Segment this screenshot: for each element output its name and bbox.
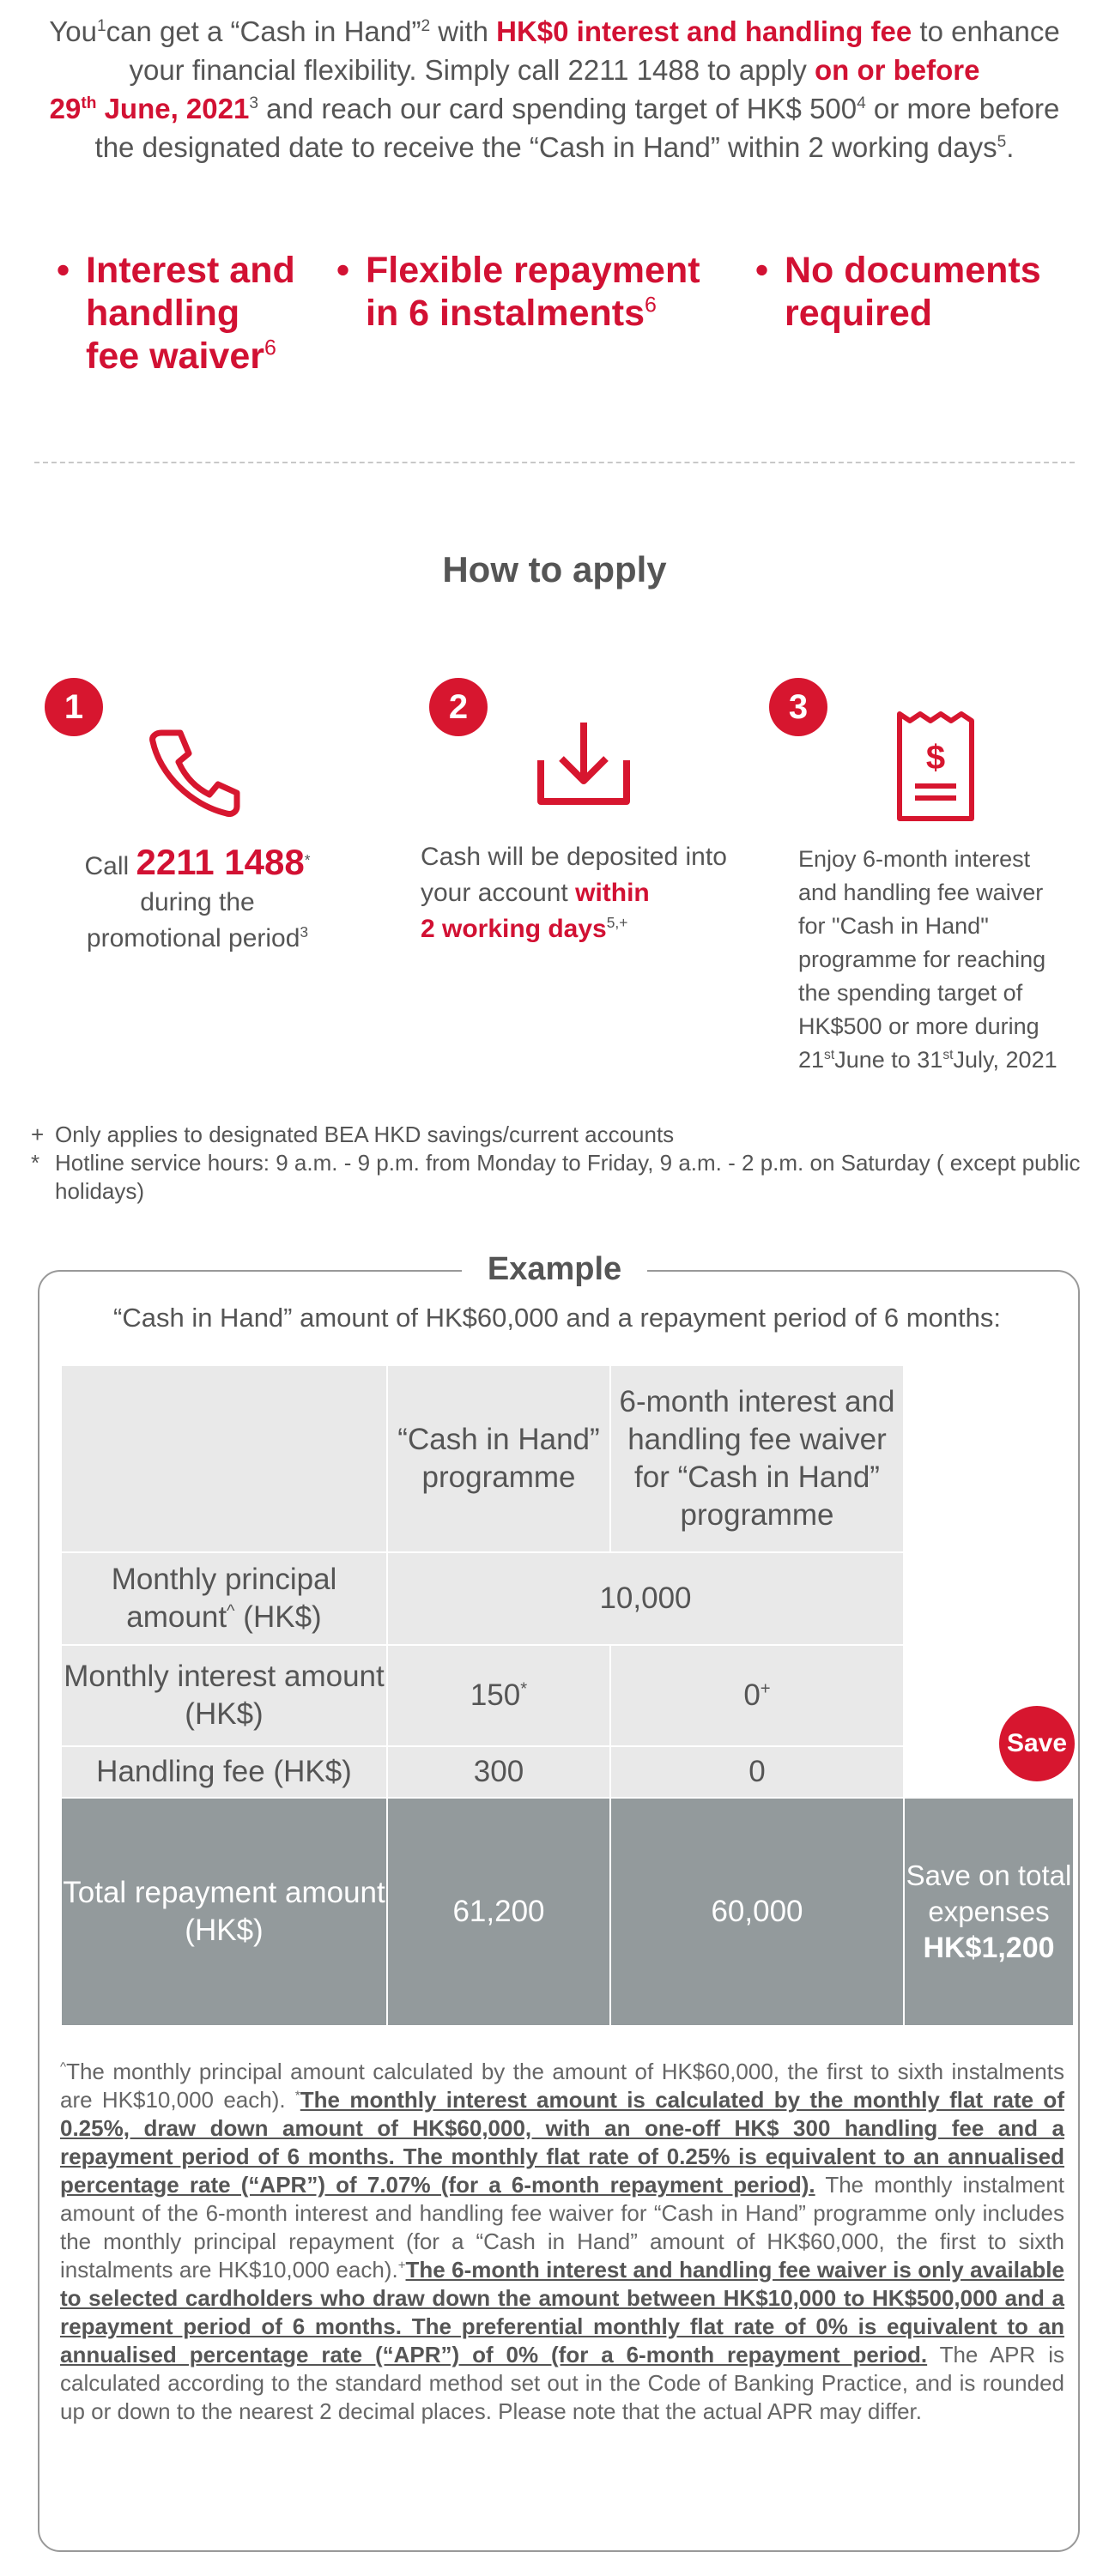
row-label-principal: Monthly principal amount^ (HK$)	[62, 1553, 386, 1644]
fee-value-programme: 300	[388, 1747, 609, 1797]
interest-value-waiver: 0+	[611, 1646, 903, 1745]
step-1-number: 1	[45, 678, 103, 736]
footnotes	[31, 1121, 1087, 1206]
divider	[34, 462, 1075, 463]
fee-value-waiver: 0	[611, 1747, 903, 1797]
hotline-number: 2211 1488	[136, 842, 305, 882]
bullet-flexible-repayment: • Flexible repayment in 6 instalments$^6$	[336, 250, 700, 334]
step-3-text: Enjoy 6-month interest and handling fee waiver for "Cash in Hand" programme for reaching the spending target of HK$500 or more during 21stJune to 31stJuly, 2021	[798, 846, 1057, 1073]
step-2-text: Cash will be deposited into your account within 2 working days$^{5,+}$	[421, 843, 727, 943]
footnote-asterisk: * Hotline service hours: 9 a.m. - 9 p.m. from Monday to Friday, 9 a.m. - 2 p.m. on Saturday ( except public holidays)	[31, 1150, 1081, 1204]
deadline-highlight: 29th June, 2021	[49, 93, 250, 124]
example-subtitle: “Cash in Hand” amount of HK$60,000 and a repayment period of 6 months:	[113, 1303, 1001, 1333]
feature-bullets	[52, 249, 1082, 386]
principal-value: 10,000	[388, 1553, 903, 1644]
step-1-text: Call 2211 1488* during the promotional period$^3$	[84, 842, 311, 952]
footnote-plus: + Only applies to designated BEA HKD savings/current accounts	[31, 1122, 675, 1147]
step-3-number: 3	[769, 678, 827, 736]
interest-value-programme: 150*	[388, 1646, 609, 1745]
row-label-fee: Handling fee (HK$)	[62, 1747, 386, 1797]
receipt-dollar-icon	[893, 709, 979, 824]
terms-notes: ^The monthly principal amount calculated by the amount of HK$60,000, the first to sixth instalments are HK$10,000 each). *The monthly interest amount is calculated by the monthly flat rate of 0.25%, draw down amount of HK$60,000, with an one-off HK$ 300 handling fee and a repayment period of 6 months. The monthly flat rate of 0.25% is equivalent to an annualised percentage rate (“APR”) of 7.07% (for a 6-month repayment period). The monthly instalment amount of the 6-month interest and handling fee waiver for “Cash in Hand” programme only includes the monthly principal repayment (for a “Cash in Hand” amount of HK$60,000, the first to sixth instalments are HK$10,000 each).+The 6-month interest and handling fee waiver is only available to selected cardholders who draw down the amount between HK$10,000 to HK$500,000 and a repayment period of 6 months. The preferential monthly flat rate of 0% is equivalent to an annualised percentage rate (“APR”) of 0% (for a 6-month repayment period. The APR is calculated according to the standard method set out in the Code of Banking Practice, and is rounded up or down to the nearest 2 decimal places. Please note that the actual APR may differ.	[60, 2059, 1065, 2424]
intro-paragraph: You$^1$can get a “Cash in Hand”$^2$ with HK$0 interest and handling fee to enhance your financial flexibility. Simply call 2211 1488 to apply on or before 29th June, 2021$^3$ and reach our card spending target of HK$ $500^4$ or more before the designated date to receive the “Cash in Hand” within 2 working days$^5$.	[49, 15, 1060, 163]
svg-text:$: $	[925, 739, 946, 777]
how-to-apply-title: How to apply	[442, 549, 667, 590]
row-label-total: Total repayment amount (HK$)	[62, 1799, 386, 2025]
table-header-cash-in-hand: “Cash in Hand” programme	[388, 1366, 609, 1551]
bullet-fee-waiver: • Interest and handling fee waiver$^6$	[57, 250, 295, 377]
row-label-interest: Monthly interest amount (HK$)	[62, 1646, 386, 1745]
phone-icon	[148, 723, 242, 817]
table-header-waiver: 6-month interest and handling fee waiver for “Cash in Hand” programme	[611, 1366, 903, 1551]
total-value-programme: 61,200	[388, 1799, 609, 2025]
save-amount: HK$1,200	[923, 1932, 1055, 1964]
save-badge: Save	[999, 1706, 1075, 1781]
save-summary: Save on total expenses HK$1,200	[905, 1799, 1073, 2025]
total-value-waiver: 60,000	[611, 1799, 903, 2025]
step-2-number: 2	[429, 678, 488, 736]
example-title: Example	[0, 1251, 1109, 1288]
download-icon	[532, 717, 635, 812]
interest-highlight: HK$0 interest and handling fee	[496, 15, 912, 47]
bullet-no-documents: • No documents required	[755, 250, 1041, 334]
table-header-empty	[62, 1366, 386, 1551]
